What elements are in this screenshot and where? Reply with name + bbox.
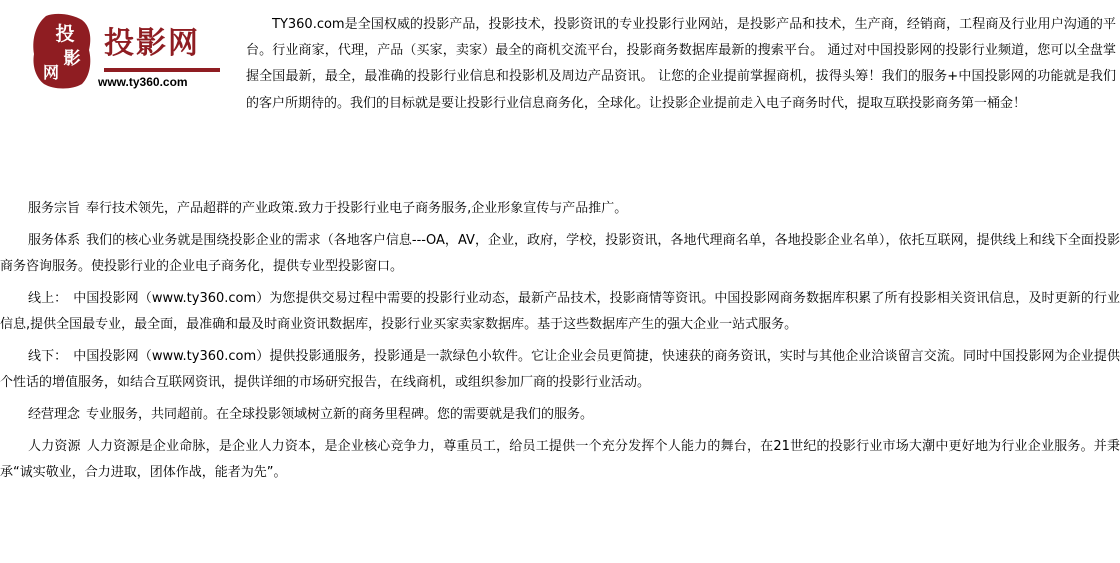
section-term: 服务宗旨	[28, 201, 81, 216]
section-offline	[0, 344, 1120, 396]
svg-text:影: 影	[63, 49, 81, 69]
brand-underline	[104, 68, 220, 72]
section-online	[0, 286, 1120, 338]
section-text: 我们的核心业务就是围绕投影企业的需求（各地客户信息---OA，AV，企业，政府，学校，投影资讯，各地代理商名单，各地投影企业名单），依托互联网，提供线上和线下全面投影商务咨询服务。使投影行业的企业电子商务化，提供专业型投影窗口。	[0, 233, 1120, 274]
section-human-resources	[0, 434, 1120, 486]
section-mission	[0, 196, 1120, 222]
seal-stamp-icon	[32, 12, 92, 90]
header-section	[0, 0, 1120, 170]
body-section	[0, 196, 1120, 492]
section-philosophy	[0, 402, 1120, 428]
brand-url: www.ty360.com	[98, 75, 188, 89]
section-term: 人力资源	[28, 439, 81, 454]
section-text: 中国投影网（www.ty360.com）为您提供交易过程中需要的投影行业动态，最新产品技术，投影商情等资讯。中国投影网商务数据库积累了所有投影相关资讯信息，及时更新的行业信息,提供全国最专业，最全面，最准确和最及时商业资讯数据库，投影行业买家卖家数据库。基于这些数据库产生的强大企业一站式服务。	[0, 291, 1120, 332]
section-text: 中国投影网（www.ty360.com）提供投影通服务，投影通是一款绿色小软件。它让企业会员更简捷，快速获的商务资讯，实时与其他企业洽谈留言交流。同时中国投影网为企业提供个性话的增值服务，如结合互联网资讯，提供详细的市场研究报告，在线商机，或组织参加厂商的投影行业活动。	[0, 349, 1120, 390]
section-text: 人力资源是企业命脉，是企业人力资本，是企业核心竞争力，尊重员工，给员工提供一个充分发挥个人能力的舞台，在21世纪的投影行业市场大潮中更好地为行业企业服务。并秉承“诚实敬业，合力进取，团体作战，能者为先”。	[0, 439, 1120, 480]
svg-text:投: 投	[55, 23, 75, 45]
section-term: 服务体系	[28, 233, 81, 248]
brand-name: 投影网	[104, 26, 200, 61]
section-term: 经营理念	[28, 407, 81, 422]
intro-paragraph: TY360.com是全国权威的投影产品，投影技术，投影资讯的专业投影行业网站，是投影产品和技术，生产商，经销商，工程商及行业用户沟通的平台。行业商家，代理，产品（买家，卖家）最全的商机交流平台，投影商务数据库最新的搜索平台。 通过对中国投影网的投影行业频道，您可以全盘掌握全国最新，最全，最准确的投影行业信息和投影机及周边产品资讯。 让您的企业提前掌握商机，拔得头筹！我们的服务+中国投影网的功能就是我们的客户所期待的。我们的目标就是要让投影行业信息商务化，全球化。让投影企业提前走入电子商务时代，提取互联投影商务第一桶金！	[246, 17, 1116, 111]
section-term: 线上：	[28, 291, 68, 306]
section-text: 奉行技术领先，产品超群的产业政策.致力于投影行业电子商务服务,企业形象宣传与产品推广。	[86, 201, 628, 216]
section-term: 线下：	[28, 349, 68, 364]
section-text: 专业服务，共同超前。在全球投影领域树立新的商务里程碑。您的需要就是我们的服务。	[86, 407, 594, 422]
site-logo[interactable]	[28, 10, 208, 96]
svg-text:网: 网	[42, 63, 60, 82]
section-service-system	[0, 228, 1120, 280]
